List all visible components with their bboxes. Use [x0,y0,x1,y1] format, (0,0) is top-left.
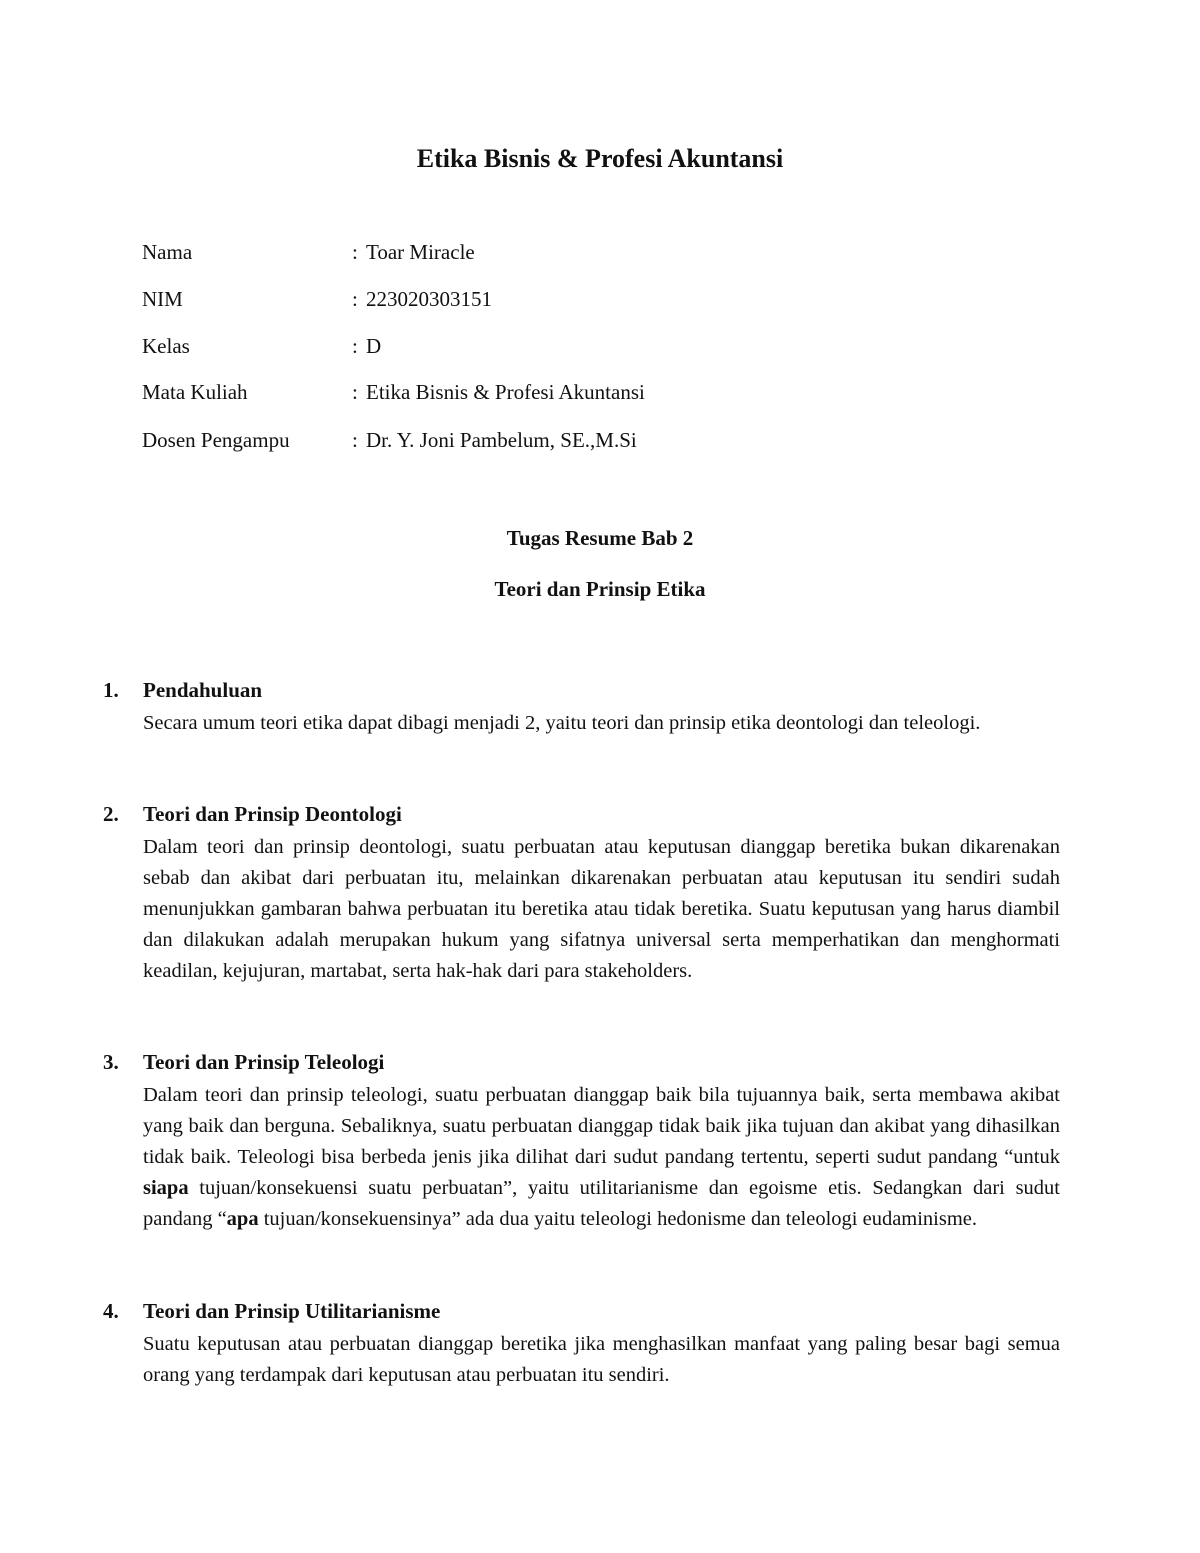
body-text: tujuan/konsekuensinya” ada dua yaitu teleologi hedonisme dan teleologi eudaminisme. [258,1208,978,1230]
assignment-subtitle: Teori dan Prinsip Etika [494,577,706,601]
body-text: Secara umum teori etika dapat dibagi menjadi 2, yaitu teori dan prinsip etika deontologi dan teleologi. [143,712,981,734]
info-label: Nama [142,240,193,264]
section-number: 2. [103,802,119,826]
info-separator: : [352,428,358,452]
section-number: 1. [103,678,119,702]
info-value: 223020303151 [366,287,492,311]
assignment-title: Tugas Resume Bab 2 [506,526,694,550]
section-body [143,1080,1060,1235]
section-heading: Pendahuluan [143,678,263,702]
emphasis-text: apa [226,1208,259,1230]
body-text: Suatu keputusan atau perbuatan dianggap beretika jika menghasilkan manfaat yang paling besar bagi semua orang yang terdampak dari keputusan atau perbuatan itu sendiri. [143,1333,1060,1386]
section-heading: Teori dan Prinsip Teleologi [143,1050,385,1074]
section-heading: Teori dan Prinsip Deontologi [143,802,402,826]
section-number: 4. [103,1299,119,1323]
info-value: Toar Miracle [366,240,475,264]
info-label: Dosen Pengampu [142,428,290,452]
info-separator: : [352,240,358,264]
info-label: Kelas [142,334,190,358]
section-heading: Teori dan Prinsip Utilitarianisme [143,1299,441,1323]
emphasis-text: siapa [143,1177,189,1199]
body-text: Dalam teori dan prinsip teleologi, suatu perbuatan dianggap baik bila tujuannya baik, serta membawa akibat yang baik dan berguna. Sebaliknya, suatu perbuatan dianggap tidak baik jika tujuan dan akibat yang dihasilkan tidak baik. Teleologi bisa berbeda jenis jika dilihat dari sudut pandang tertentu, seperti sudut pandang “untuk [143,1084,1060,1168]
info-value: Dr. Y. Joni Pambelum, SE.,M.Si [366,428,637,452]
section-number: 3. [103,1050,119,1074]
body-text: tujuan/konsekuensi suatu perbuatan”, yaitu utilitarianisme dan egoisme etis. Sedangkan dari sudut pandang “ [143,1177,1060,1230]
section-body [143,708,1060,739]
info-label: NIM [142,287,183,311]
info-separator: : [352,380,358,404]
info-label: Mata Kuliah [142,380,248,404]
info-value: D [366,334,382,358]
info-separator: : [352,334,358,358]
info-value: Etika Bisnis & Profesi Akuntansi [366,380,645,404]
body-text: Dalam teori dan prinsip deontologi, suatu perbuatan atau keputusan dianggap beretika bukan dikarenakan sebab dan akibat dari perbuatan itu, melainkan dikarenakan perbuatan atau keputusan itu sendiri sudah menunjukkan gambaran bahwa perbuatan itu beretika atau tidak beretika. Suatu keputusan yang harus diambil dan dilakukan adalah merupakan hukum yang sifatnya universal serta memperhatikan dan menghormati keadilan, kejujuran, martabat, serta hak-hak dari para stakeholders. [143,836,1060,982]
info-separator: : [352,287,358,311]
document-title: Etika Bisnis & Profesi Akuntansi [416,144,784,173]
section-body [143,832,1060,987]
section-body [143,1329,1060,1391]
